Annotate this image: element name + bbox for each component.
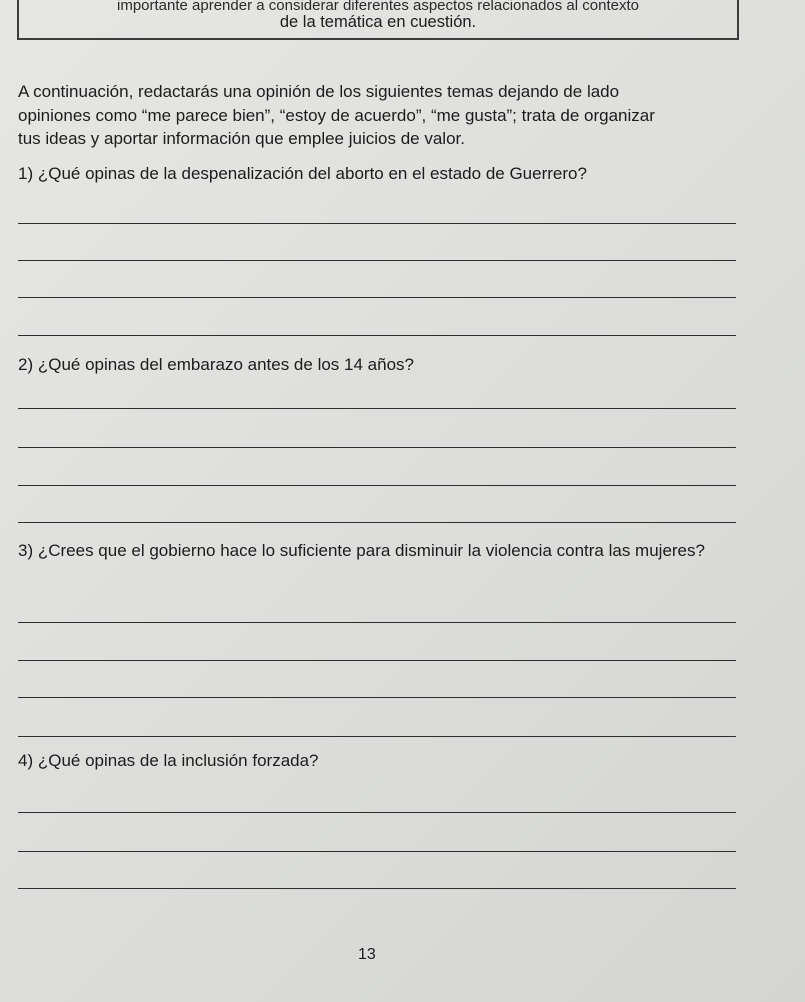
answer-line[interactable] [18, 851, 736, 852]
intro-text-line-1: importante aprender a considerar diferentes aspectos relacionados al contexto [117, 0, 639, 14]
question-1: 1) ¿Qué opinas de la despenalización del aborto en el estado de Guerrero? [18, 164, 587, 183]
answer-line[interactable] [18, 297, 736, 298]
intro-text-line-2: de la temática en cuestión. [279, 13, 477, 31]
answer-line[interactable] [18, 223, 736, 224]
answer-line[interactable] [18, 697, 736, 698]
question-2: 2) ¿Qué opinas del embarazo antes de los 14 años? [18, 355, 414, 374]
answer-line[interactable] [18, 485, 736, 486]
answer-line[interactable] [18, 736, 736, 737]
answer-line[interactable] [18, 408, 736, 409]
instructions-line-2: opiniones como “me parece bien”, “estoy de acuerdo”, “me gusta”; trata de organizar [18, 105, 655, 125]
instructions-line-1: A continuación, redactarás una opinión de los siguientes temas dejando de lado [18, 82, 620, 101]
intro-box [17, 0, 739, 40]
answer-line[interactable] [18, 812, 736, 813]
instructions-paragraph [18, 80, 743, 151]
answer-line[interactable] [18, 522, 736, 523]
page-number: 13 [358, 946, 376, 963]
answer-line[interactable] [18, 622, 736, 623]
question-3: 3) ¿Crees que el gobierno hace lo suficiente para disminuir la violencia contra las mujeres? [18, 541, 705, 560]
answer-line[interactable] [18, 660, 736, 661]
answer-line[interactable] [18, 447, 736, 448]
answer-line[interactable] [18, 888, 736, 889]
instructions-line-3: tus ideas y aportar información que emplee juicios de valor. [18, 129, 465, 148]
question-4: 4) ¿Qué opinas de la inclusión forzada? [18, 751, 319, 770]
answer-line[interactable] [18, 335, 736, 336]
answer-line[interactable] [18, 260, 736, 261]
